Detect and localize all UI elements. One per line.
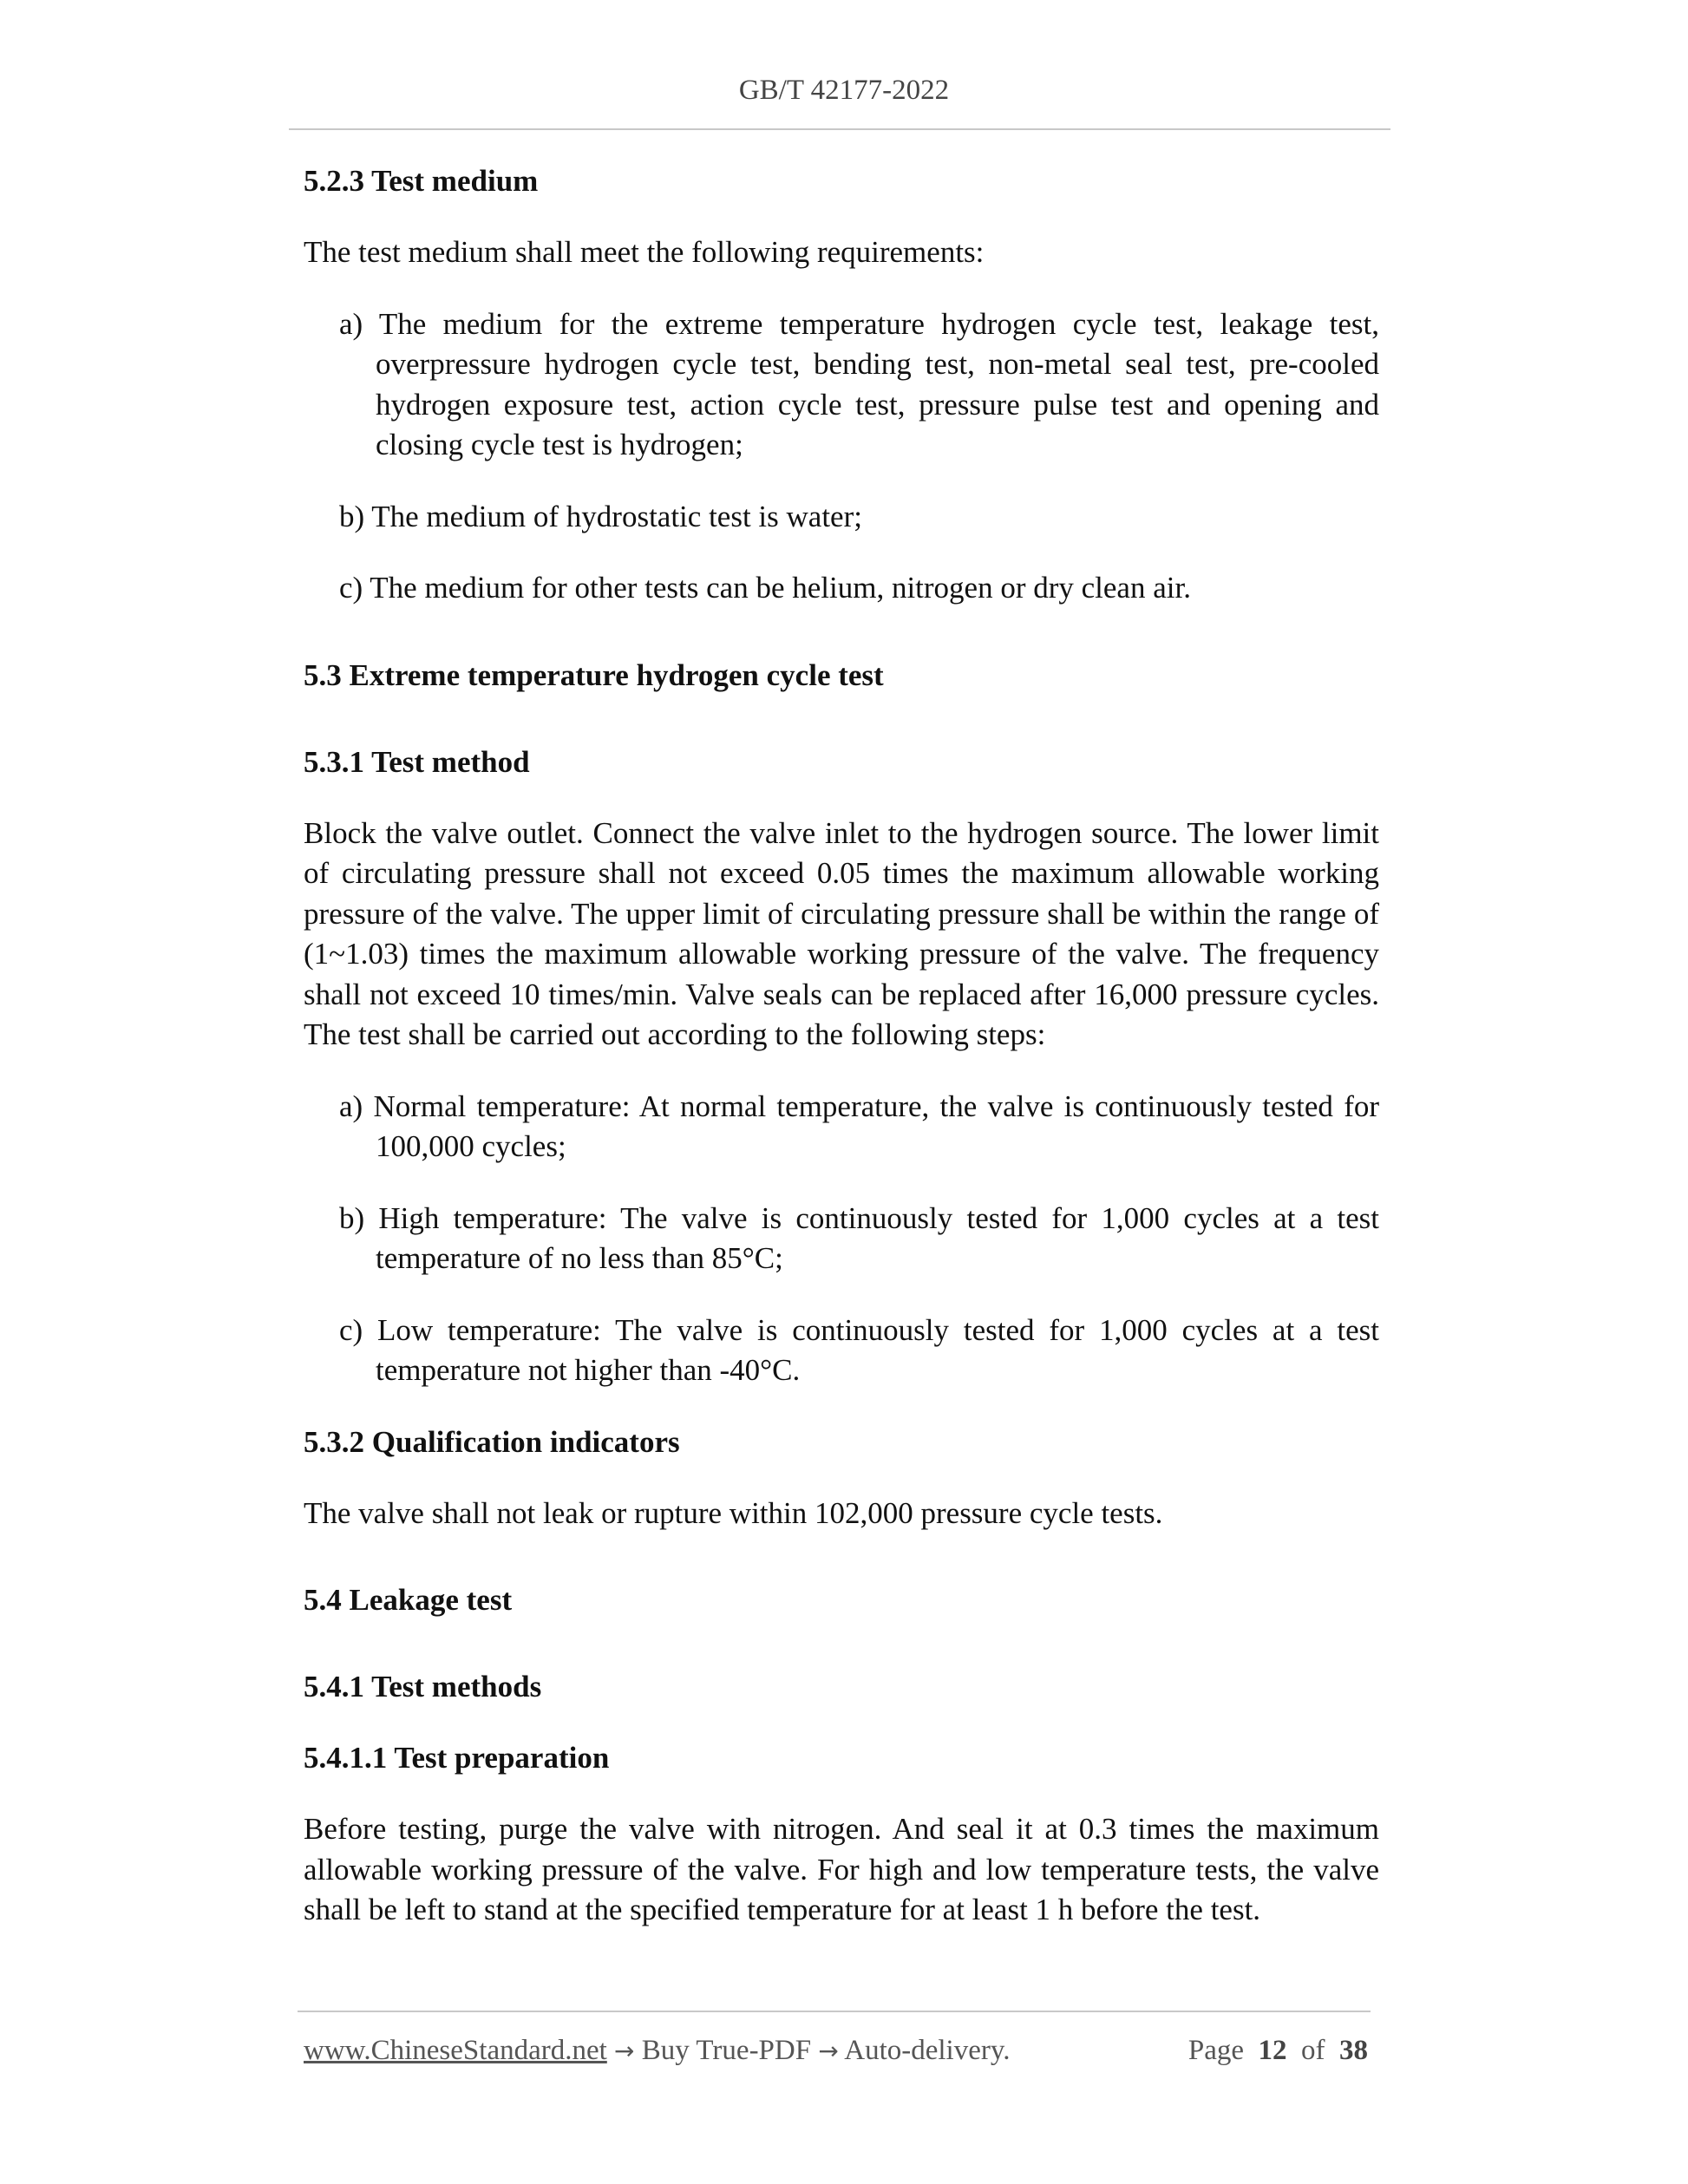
section-heading-5-4-1-1: 5.4.1.1 Test preparation — [304, 1741, 610, 1775]
total-pages-number: 38 — [1339, 2035, 1368, 2066]
list-item: a) The medium for the extreme temperature hydrogen cycle test, leakage test, overpressure hydrogen cycle test, bending test, non-metal seal test, pre-cooled hydrogen exposure test, action cycle test, pressure pulse test and opening and closing cycle test is hydrogen; — [339, 306, 1379, 461]
list-item: b) High temperature: The valve is continuously tested for 1,000 cycles at a test temperature of no less than 85°C; — [339, 1200, 1379, 1275]
auto-delivery-text: Auto-delivery. — [844, 2035, 1011, 2066]
arrow-right-icon: → — [818, 2037, 839, 2065]
section-body-5-3-1: Block the valve outlet. Connect the valve inlet to the hydrogen source. The lower limit of circulating pressure shall not exceed 0.05 times the maximum allowable working pressure of the valve. The upper limit of circulating pressure shall be within the range of (1~1.03) times the maximum allowable working pressure of the valve. The frequency shall not exceed 10 times/min. Valve seals can be replaced after 16,000 pressure cycles. The test shall be carried out according to the following steps: — [304, 815, 1379, 1051]
header-divider — [289, 128, 1390, 130]
footer-promo — [304, 2033, 1010, 2069]
page-indicator — [1188, 2033, 1368, 2068]
buy-true-pdf-text: Buy True-PDF — [641, 2035, 812, 2066]
page-label: Page — [1187, 2035, 1244, 2066]
section-heading-5-3: 5.3 Extreme temperature hydrogen cycle test — [304, 657, 884, 692]
test-steps-list — [304, 1087, 1379, 1391]
list-item: c) Low temperature: The valve is continuously tested for 1,000 cycles at a test temperature not higher than -40°C. — [339, 1312, 1379, 1387]
section-body-5-3-2: The valve shall not leak or rupture within 102,000 pressure cycle tests. — [304, 1495, 1163, 1530]
of-label: of — [1301, 2035, 1325, 2066]
document-code-header: GB/T 42177-2022 — [738, 75, 950, 106]
section-heading-5-3-2: 5.3.2 Qualification indicators — [304, 1424, 680, 1459]
footer-divider — [298, 2011, 1371, 2012]
website-link[interactable]: www.ChineseStandard.net — [304, 2035, 607, 2066]
arrow-right-icon: → — [614, 2037, 635, 2065]
current-page-number: 12 — [1258, 2035, 1287, 2066]
section-heading-5-2-3: 5.2.3 Test medium — [304, 164, 539, 198]
test-medium-list — [304, 304, 1379, 609]
section-heading-5-3-1: 5.3.1 Test method — [304, 744, 530, 779]
page-content — [304, 161, 1379, 1931]
section-body-5-4-1-1: Before testing, purge the valve with nitrogen. And seal it at 0.3 times the maximum allowable working pressure of the valve. For high and low temperature tests, the valve shall be left to stand at the specified temperature for at least 1 h before the test. — [304, 1812, 1379, 1926]
section-intro-5-2-3: The test medium shall meet the following requirements: — [304, 235, 985, 269]
section-heading-5-4-1: 5.4.1 Test methods — [304, 1670, 542, 1703]
list-item: b) The medium of hydrostatic test is water; — [339, 499, 862, 533]
list-item: a) Normal temperature: At normal temperature, the valve is continuously tested for 100,000 cycles; — [339, 1089, 1379, 1163]
list-item: c) The medium for other tests can be helium, nitrogen or dry clean air. — [339, 571, 1191, 605]
section-heading-5-4: 5.4 Leakage test — [304, 1583, 513, 1617]
